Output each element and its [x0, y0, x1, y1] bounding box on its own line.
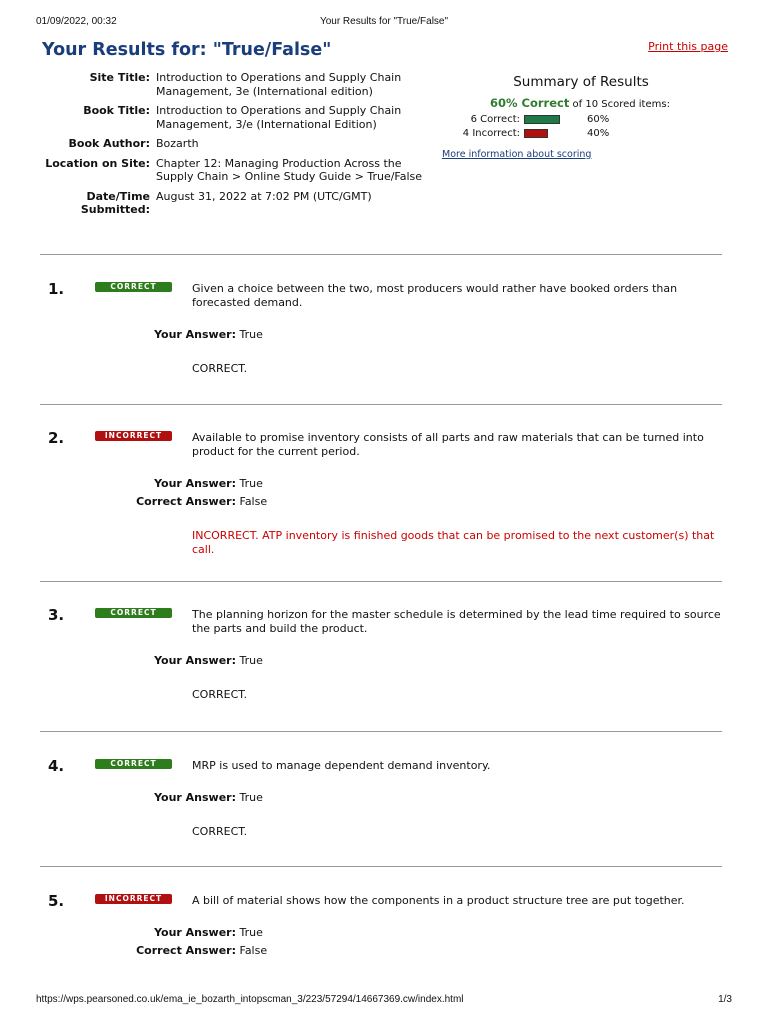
your-answer-value: True	[239, 477, 263, 490]
meta-label: Site Title:	[89, 71, 150, 84]
incorrect-bar-row	[442, 126, 732, 140]
meta-label: Book Title:	[83, 104, 150, 117]
meta-value: Bozarth	[156, 137, 199, 150]
status-badge: CORRECT	[95, 282, 172, 292]
print-page-link[interactable]: Print this page	[648, 40, 728, 53]
divider	[40, 581, 722, 582]
your-answer-value: True	[239, 791, 263, 804]
correct-answer	[130, 495, 267, 509]
your-answer	[130, 926, 263, 940]
your-answer-label: Your Answer:	[154, 791, 236, 804]
your-answer	[130, 654, 263, 668]
your-answer-label: Your Answer:	[154, 926, 236, 939]
incorrect-percent: 40%	[587, 127, 610, 139]
divider	[40, 731, 722, 732]
question-text: The planning horizon for the master schedule is determined by the lead time required to source the parts and build the product.	[192, 608, 721, 635]
question-number: 1.	[48, 280, 65, 298]
meta-label: Book Author:	[68, 137, 150, 150]
scored-items-text: of 10 Scored items:	[572, 99, 670, 110]
print-page-title: Your Results for "True/False"	[319, 16, 449, 27]
print-footer	[36, 994, 732, 1008]
meta-row-book-title	[40, 104, 426, 131]
question-number: 5.	[48, 892, 65, 910]
your-answer-value: True	[239, 926, 263, 939]
incorrect-bar	[524, 129, 548, 138]
correct-answer-label: Correct Answer:	[136, 944, 236, 957]
question-number: 2.	[48, 429, 65, 447]
page-number: 1/3	[718, 994, 732, 1005]
meta-row-submitted	[40, 190, 426, 217]
question-text: MRP is used to manage dependent demand inventory.	[192, 759, 491, 772]
meta-value: Introduction to Operations and Supply Chain Management, 3e (International edition)	[156, 71, 402, 98]
divider	[40, 866, 722, 867]
your-answer-label: Your Answer:	[154, 477, 236, 490]
status-badge: INCORRECT	[95, 431, 172, 441]
correct-bar	[524, 115, 560, 124]
status-badge: CORRECT	[95, 608, 172, 618]
meta-row-book-author	[40, 137, 426, 151]
question-text: A bill of material shows how the components in a product structure tree are put together.	[192, 894, 685, 907]
meta-value: Introduction to Operations and Supply Chain Management, 3/e (International Edition)	[156, 104, 402, 131]
scoring-info-link[interactable]: More information about scoring	[442, 149, 592, 160]
summary-title: Summary of Results	[513, 74, 649, 90]
question-text: Given a choice between the two, most producers would rather have booked orders than forecasted demand.	[192, 282, 678, 309]
question-number: 3.	[48, 606, 65, 624]
your-answer-value: True	[239, 654, 263, 667]
feedback: CORRECT.	[192, 362, 248, 375]
your-answer-value: True	[239, 328, 263, 341]
page-title: Your Results for: "True/False"	[42, 40, 332, 60]
print-datetime: 01/09/2022, 00:32	[36, 16, 117, 27]
question-text: Available to promise inventory consists of all parts and raw materials that can be turned into product for the current period.	[192, 431, 704, 458]
correct-bar-row	[442, 112, 732, 126]
your-answer	[130, 328, 263, 342]
page-url: https://wps.pearsoned.co.uk/ema_ie_bozarth_intopscman_3/223/57294/14667369.cw/index.html	[36, 994, 464, 1005]
meta-row-site-title	[40, 71, 426, 98]
question-number: 4.	[48, 757, 65, 775]
correct-count-label: 6 Correct:	[470, 113, 520, 125]
correct-answer-label: Correct Answer:	[136, 495, 236, 508]
print-header	[36, 16, 732, 30]
divider	[40, 404, 722, 405]
percent-correct: 60% Correct	[490, 96, 570, 110]
correct-answer	[130, 944, 267, 958]
your-answer	[130, 477, 263, 491]
incorrect-bar-track	[524, 129, 584, 138]
percent-correct-line	[442, 96, 732, 110]
status-badge: CORRECT	[95, 759, 172, 769]
meta-row-location	[40, 157, 426, 184]
meta-value: August 31, 2022 at 7:02 PM (UTC/GMT)	[156, 189, 372, 203]
meta-value: Chapter 12: Managing Production Across the Supply Chain > Online Study Guide > True/False	[156, 156, 423, 183]
incorrect-count-label: 4 Incorrect:	[462, 127, 520, 139]
meta-label: Date/Time Submitted:	[80, 189, 150, 216]
feedback: CORRECT.	[192, 825, 248, 838]
divider	[40, 254, 722, 255]
your-answer-label: Your Answer:	[154, 654, 236, 667]
correct-bar-track	[524, 115, 584, 124]
status-badge: INCORRECT	[95, 894, 172, 904]
feedback: INCORRECT. ATP inventory is finished goods that can be promised to the next customer(s) that call.	[192, 529, 715, 556]
result-metadata	[40, 71, 426, 223]
summary-of-results	[442, 74, 732, 160]
correct-percent: 60%	[587, 113, 610, 125]
correct-answer-value: False	[239, 944, 268, 957]
correct-answer-value: False	[239, 495, 268, 508]
meta-label: Location on Site:	[45, 156, 150, 170]
your-answer	[130, 791, 263, 805]
your-answer-label: Your Answer:	[154, 328, 236, 341]
feedback: CORRECT.	[192, 688, 248, 701]
